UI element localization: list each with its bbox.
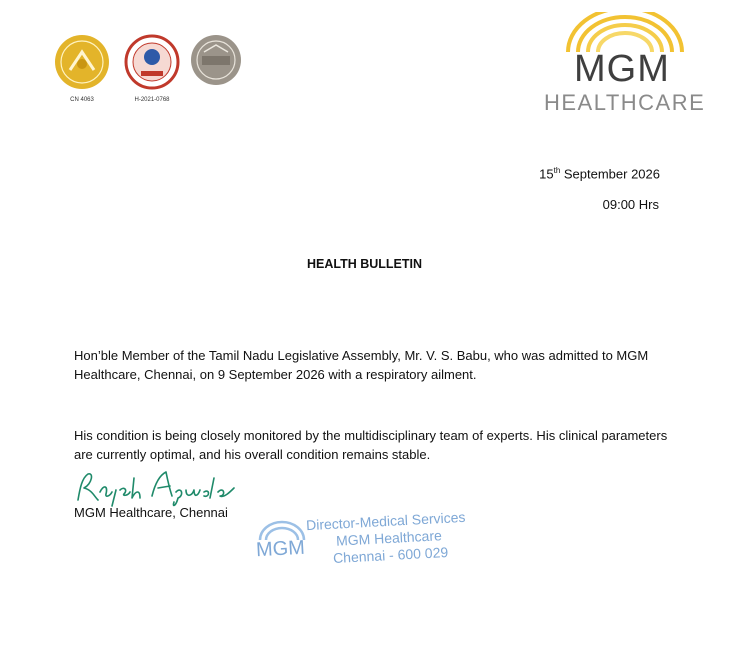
badge-leed bbox=[190, 34, 242, 86]
stamp-line-1: Director-Medical Services bbox=[305, 508, 466, 534]
badge-jci bbox=[54, 34, 110, 90]
paragraph-admission: Hon’ble Member of the Tamil Nadu Legislative Assembly, Mr. V. S. Babu, who was admitted to MGM Healthcare, Chennai, on 9 September 2026 with a respiratory ailment. bbox=[74, 348, 649, 382]
badge-nabh bbox=[124, 34, 180, 90]
bulletin-date: 15th September 2026 bbox=[539, 166, 660, 182]
handwritten-signature bbox=[72, 466, 242, 510]
nabh-seal-icon bbox=[124, 34, 180, 90]
leed-seal-icon bbox=[190, 34, 242, 86]
bulletin-title: HEALTH BULLETIN bbox=[306, 257, 423, 271]
badge-caption-nabh: H-2021-0768 bbox=[134, 97, 170, 103]
logo-mgm: MGM bbox=[574, 48, 670, 90]
badge-caption-jci: CN 4063 bbox=[70, 97, 94, 103]
bulletin-time: 09:00 Hrs bbox=[602, 197, 659, 212]
stamp-logo: MGM bbox=[255, 536, 306, 562]
stamp-line-3: Chennai - 600 029 bbox=[332, 543, 449, 567]
stamp-line-2: MGM Healthcare bbox=[335, 527, 443, 549]
jci-seal-icon bbox=[54, 34, 110, 90]
logo-healthcare: HEALTHCARE bbox=[544, 90, 706, 115]
paragraph-condition: His condition is being closely monitored by the multidisciplinary team of experts. His clinical parameters are currently optimal, and his overall condition remains stable. bbox=[74, 428, 668, 462]
signatory-organization: MGM Healthcare, Chennai bbox=[74, 505, 228, 520]
